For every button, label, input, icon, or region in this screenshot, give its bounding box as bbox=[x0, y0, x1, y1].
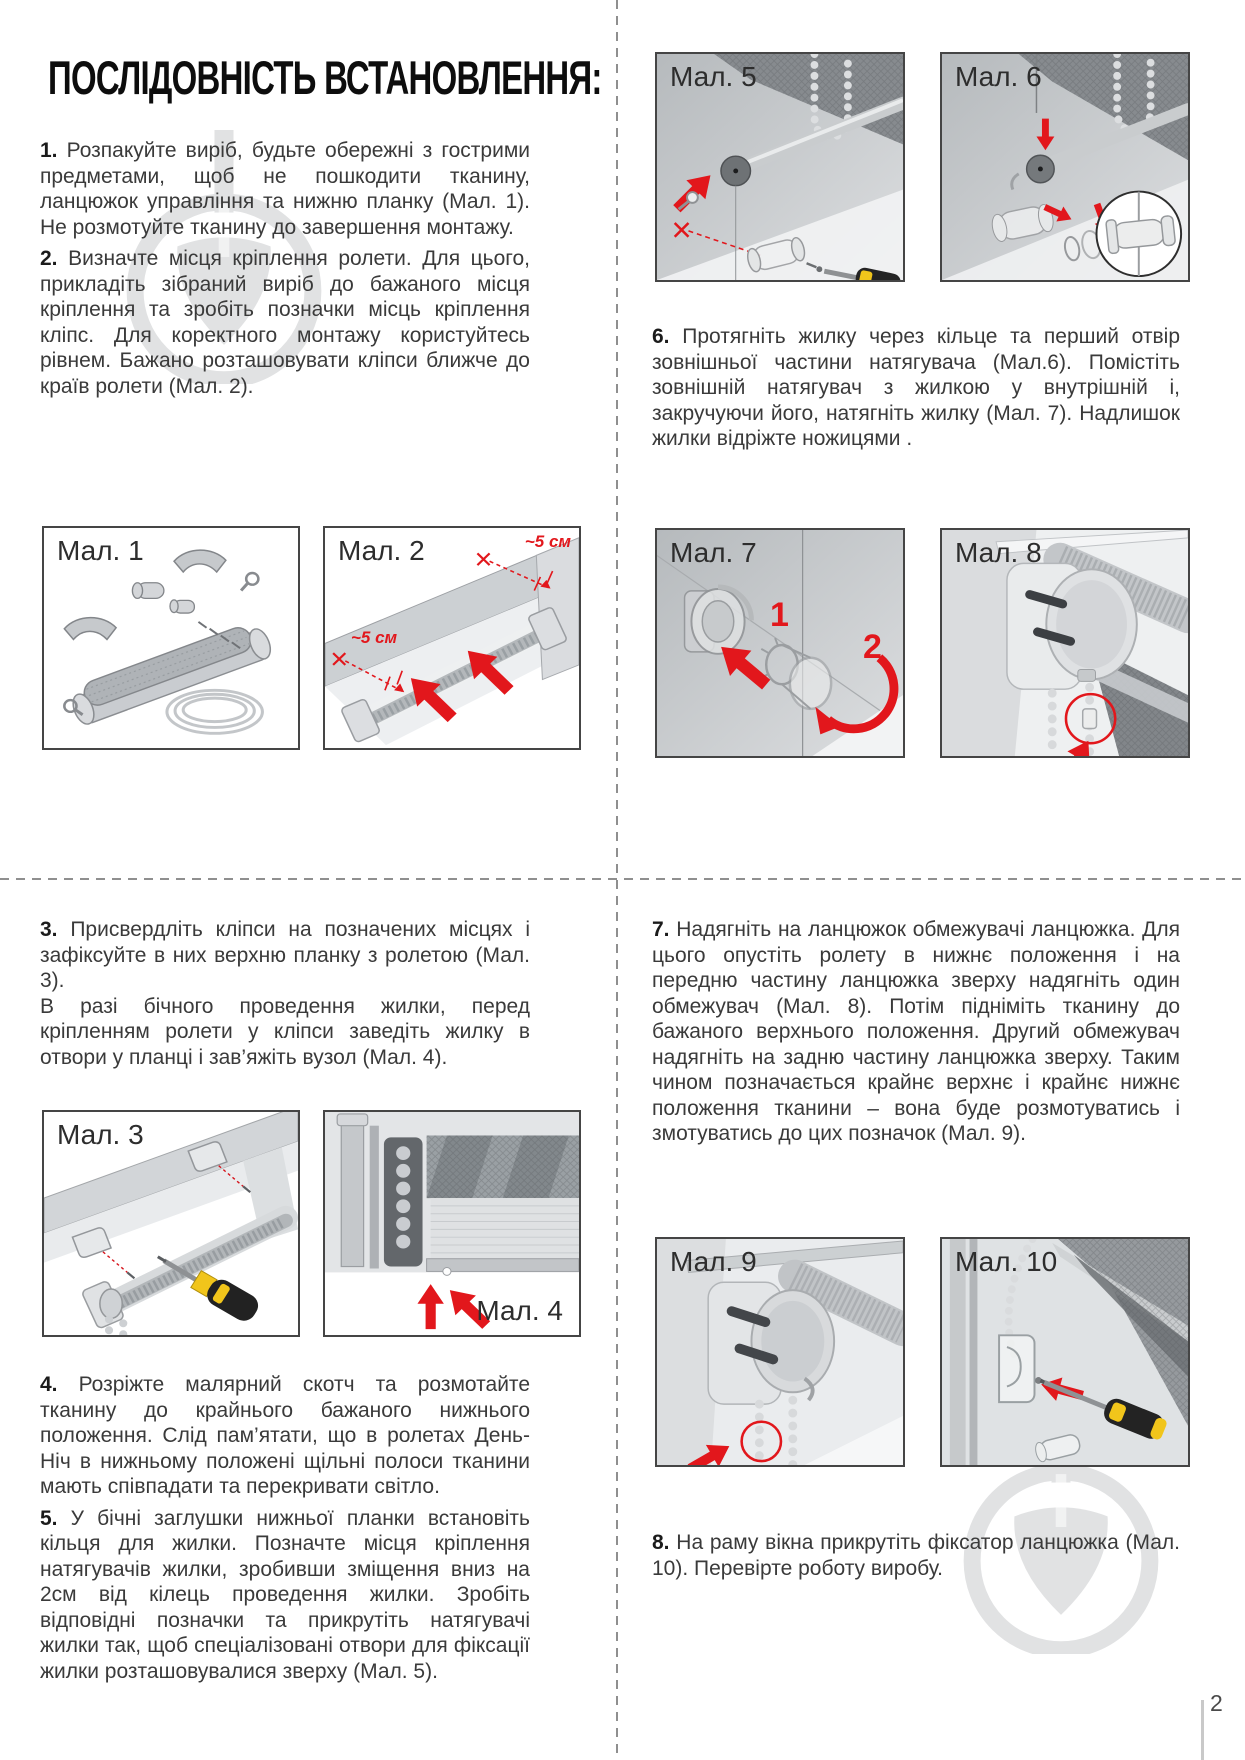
step-number: 5. bbox=[40, 1506, 58, 1530]
figure-label: Мал. 6 bbox=[955, 61, 1042, 92]
figure-box-5 bbox=[655, 52, 905, 282]
tensioner-parts bbox=[132, 583, 194, 613]
step-paragraph-2 bbox=[40, 246, 530, 399]
step-number: 2. bbox=[40, 247, 58, 270]
step-marker-1: 1 bbox=[770, 596, 789, 634]
step-paragraph-1 bbox=[40, 138, 530, 240]
figure-label: Мал. 2 bbox=[338, 535, 425, 566]
step-paragraph-3 bbox=[40, 917, 530, 1070]
figure-label: Мал. 3 bbox=[57, 1119, 144, 1150]
figure-label: Мал. 9 bbox=[670, 1246, 757, 1277]
step-paragraph-7 bbox=[652, 917, 1180, 1147]
step-8-block bbox=[652, 1530, 1180, 1587]
figure-box-2 bbox=[323, 526, 581, 750]
figure-label: Мал. 7 bbox=[670, 537, 757, 568]
step-number: 7. bbox=[652, 918, 670, 941]
step-number: 4. bbox=[40, 1373, 58, 1396]
dimension-label: ~5 см bbox=[351, 628, 398, 647]
steps-1-2-block bbox=[40, 138, 530, 405]
step-text: Визначте місця кріплення ролети. Для цього, прикладіть зібраний виріб до бажаного місця кріплення та зробіть позначки місць кріплення кліпс. Для коректного монтажу користуйтесь рівнем. Бажано розташовувати кліпси ближче до країв ролети (Мал. 2). bbox=[40, 247, 530, 398]
roller-cassette bbox=[66, 619, 274, 727]
page-number-rule bbox=[1201, 1700, 1204, 1760]
figure-box-10 bbox=[940, 1237, 1190, 1467]
chain-housing bbox=[384, 1137, 423, 1266]
fabric-roll bbox=[427, 1135, 579, 1275]
step-text: Надягніть на ланцюжок обмежувачі ланцюжка. Для цього опустіть ролету в нижнє положення і на передню частину ланцюжка зверху надягніть один обмежувач (Мал. 8). Потім підніміть тканину до бажаного верхнього положення. Другий обмежувач надягніть на задню частину ланцюжка зверху. Таким чином позначається крайнє верхнє і крайнє нижнє положення тканини – вона буде розмотуватись і змотуватись до цих позначок (Мал. 9). bbox=[652, 918, 1180, 1145]
figure-label: Мал. 5 bbox=[670, 61, 757, 92]
step-text-continued: В разі бічного проведення жилки, перед кріпленням ролети у кліпси заведіть жилку в отвори у планці і зав’яжіть вузол (Мал. 4). bbox=[40, 994, 530, 1069]
side-bracket bbox=[1007, 563, 1137, 689]
side-profile bbox=[337, 1114, 379, 1269]
step-marker-2: 2 bbox=[863, 628, 882, 666]
step-text: Розпакуйте виріб, будьте обережні з гострими предметами, щоб не пошкодити тканину, ланцюжок управління та нижню планку (Мал. 1). Не розмотуйте тканину до завершення монтажу. bbox=[40, 139, 530, 239]
steps-4-5-block bbox=[40, 1372, 530, 1690]
step-3-block bbox=[40, 917, 530, 1076]
figure-label: Мал. 8 bbox=[955, 537, 1042, 568]
horizontal-dashed-divider bbox=[0, 878, 1245, 880]
page-title: ПОСЛІДОВНІСТЬ ВСТАНОВЛЕННЯ: bbox=[48, 51, 602, 104]
step-text: Протягніть жилку через кільце та перший отвір зовнішньої частини натягувача (Мал.6). Помістіть зовнішній натягувач з жилкою у внутрішній і, закручуючи його, натягніть жилку (Мал. 7). Надлишок жилки відріжте ножицями . bbox=[652, 325, 1180, 450]
step-text: Розріжте малярний скотч та розмотайте тканину до крайнього бажаного нижнього положення. Слід пам’ятати, що в ролетах День-Ніч в нижньому положені щільні полоси тканини мають співпадати та перекривати світло. bbox=[40, 1373, 530, 1498]
step-paragraph-8 bbox=[652, 1530, 1180, 1581]
cord-coil bbox=[167, 690, 263, 733]
figure-label: Мал. 10 bbox=[955, 1246, 1058, 1277]
step-7-block bbox=[652, 917, 1180, 1153]
step-number: 1. bbox=[40, 139, 58, 162]
chain-stop bbox=[1083, 709, 1097, 729]
figure-label: Мал. 4 bbox=[476, 1295, 563, 1326]
figure-label: Мал. 1 bbox=[57, 535, 144, 566]
detail-inset bbox=[1096, 192, 1181, 277]
step-text: На раму вікна прикрутіть фіксатор ланцюжка (Мал. 10). Перевірте роботу виробу. bbox=[652, 1531, 1180, 1580]
figure-box-9 bbox=[655, 1237, 905, 1467]
step-text: Присвердліть кліпси на позначених місцях і зафіксуйте в них верхню планку з ролетою (Мал. 3). bbox=[40, 918, 530, 992]
step-6-block bbox=[652, 324, 1180, 458]
red-arrow-icon bbox=[417, 1284, 443, 1329]
page-number: 2 bbox=[1210, 1690, 1223, 1716]
step-number: 3. bbox=[40, 918, 58, 941]
figure-box-3 bbox=[42, 1110, 300, 1337]
figure-box-8 bbox=[940, 528, 1190, 758]
chain-fixator bbox=[999, 1335, 1034, 1402]
step-number: 8. bbox=[652, 1531, 670, 1554]
step-text: У бічні заглушки нижньої планки встановіть кільця для жилки. Позначте місця кріплення натягувачів жилки, зробивши зміщення вниз на 2см від кілець проведення жилки. Зробіть відповідні позначки та прикрутіть натягувачі жилки так, щоб спеціалізовані отвори для фіксації жилки розташовувалися зверху (Мал. 5). bbox=[40, 1506, 530, 1683]
step-paragraph-5 bbox=[40, 1506, 530, 1685]
step-paragraph-6 bbox=[652, 324, 1180, 452]
figure-box-6 bbox=[940, 52, 1190, 282]
figure-box-7 bbox=[655, 528, 905, 758]
step-paragraph-4 bbox=[40, 1372, 530, 1500]
figure-box-4 bbox=[323, 1110, 581, 1337]
step-number: 6. bbox=[652, 325, 670, 348]
dimension-label: ~5 см bbox=[524, 532, 571, 551]
vertical-dashed-divider bbox=[616, 0, 618, 1760]
figure-box-1 bbox=[42, 526, 300, 750]
